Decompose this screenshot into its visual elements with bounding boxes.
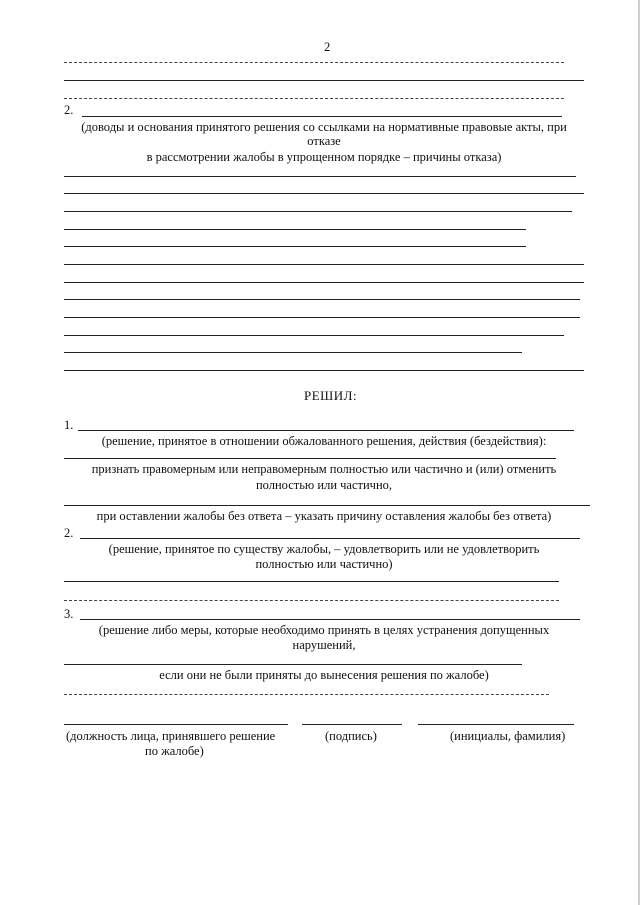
item-number: 1. — [64, 418, 74, 432]
fill-line — [64, 98, 564, 99]
caption-line: (решение, принятое по существу жалобы, – удовлетворить или не удовлетворить — [108, 542, 540, 556]
fill-line — [80, 538, 580, 539]
caption-line: полностью или частично, — [255, 478, 393, 492]
position-caption: по жалобе) — [145, 744, 204, 758]
caption-line: при оставлении жалобы без ответа – указать причину оставления жалобы без ответа) — [96, 509, 552, 523]
fill-line — [64, 229, 526, 230]
caption-line: (решение, принятое в отношении обжалованного решения, действия (бездействия): — [101, 434, 547, 448]
caption-line: отказе — [307, 134, 341, 148]
fill-line — [64, 62, 564, 63]
fill-line — [78, 430, 574, 431]
fill-line — [82, 116, 562, 117]
fill-line — [64, 246, 526, 247]
caption-line: в рассмотрении жалобы в упрощенном порядке – причины отказа) — [146, 150, 502, 164]
fill-line — [64, 80, 584, 81]
fill-line — [64, 299, 580, 300]
name-caption: (инициалы, фамилия) — [450, 729, 566, 743]
caption-line: нарушений, — [292, 638, 356, 652]
fill-line — [64, 264, 584, 265]
signature-line — [302, 724, 402, 725]
fill-line — [64, 370, 584, 371]
item-number: 3. — [64, 607, 74, 621]
caption-line: признать правомерным или неправомерным полностью или частично и (или) отменить — [91, 462, 557, 476]
fill-line — [64, 193, 584, 194]
fill-line — [64, 335, 564, 336]
position-caption: (должность лица, принявшего решение — [66, 729, 276, 743]
fill-line — [64, 282, 584, 283]
item-number: 2. — [64, 526, 74, 540]
fill-line — [64, 176, 576, 177]
fill-line — [64, 458, 556, 459]
fill-line — [64, 664, 522, 665]
caption-line: (доводы и основания принятого решения со ссылками на нормативные правовые акты, при — [81, 120, 567, 134]
fill-line — [64, 352, 522, 353]
position-line — [64, 724, 288, 725]
fill-line — [64, 694, 549, 695]
fill-line — [64, 505, 590, 506]
decision-heading: РЕШИЛ: — [304, 388, 358, 403]
name-line — [418, 724, 574, 725]
fill-line — [64, 211, 572, 212]
fill-line — [80, 619, 580, 620]
caption-line: если они не были приняты до вынесения решения по жалобе) — [159, 668, 489, 682]
fill-line — [64, 581, 559, 582]
page-number: 2 — [324, 40, 331, 54]
caption-line: полностью или частично) — [255, 557, 393, 571]
fill-line — [64, 317, 580, 318]
section-number: 2. — [64, 103, 74, 117]
caption-line: (решение либо меры, которые необходимо принять в целях устранения допущенных — [98, 623, 550, 637]
signature-caption: (подпись) — [325, 729, 377, 743]
fill-line — [64, 600, 559, 601]
